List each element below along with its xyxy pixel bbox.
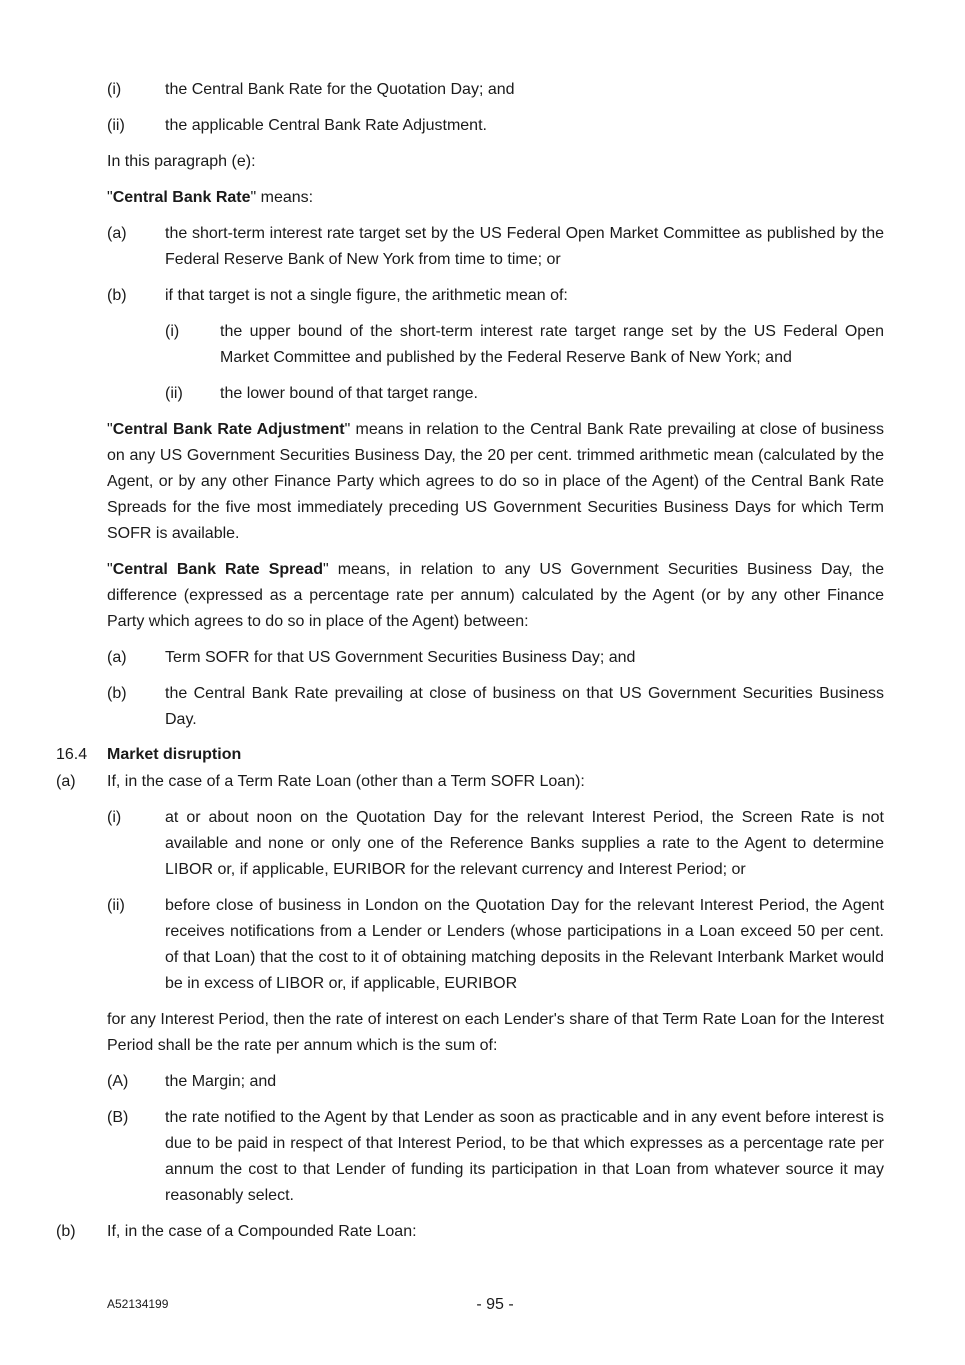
list-label: (B) xyxy=(107,1109,129,1126)
list-label: (A) xyxy=(107,1073,129,1090)
defined-term: Central Bank Rate Adjustment xyxy=(112,421,345,438)
list-item-text: the Central Bank Rate for the Quotation Day; and xyxy=(165,81,515,98)
list-label: (ii) xyxy=(107,897,125,914)
list-item-text: at or about noon on the Quotation Day for the relevant Interest Period, the Screen Rate is not available and none or only one of the Reference Banks supplies a rate to the Agent to determine LIBOR or, if applicable, EURIBOR for the relevant currency and Interest Period; or xyxy=(165,809,884,878)
continuation-paragraph: for any Interest Period, then the rate of interest on each Lender's share of that Term Rate Loan for the Interest Period shall be the rate per annum which is the sum of: xyxy=(107,1011,884,1054)
defined-term: Central Bank Rate xyxy=(112,189,251,206)
list-item-text: if that target is not a single figure, the arithmetic mean of: xyxy=(165,287,568,304)
list-label: (i) xyxy=(107,81,122,98)
definition-central-bank-rate-spread: "Central Bank Rate Spread" means, in relation to any US Government Securities Business Day, the difference (expressed as a percentage rate per annum) calculated by the Agent (or by any other Finance Party which agrees to do so in place of the Agent) between: xyxy=(107,561,884,630)
clause-label: (a) xyxy=(56,773,76,790)
sublist-label: (i) xyxy=(165,323,180,340)
sublist-item-text: the upper bound of the short-term interest rate target range set by the US Federal Open Market Committee and published by the Federal Reserve Bank of New York; and xyxy=(220,323,884,366)
list-label: (i) xyxy=(107,809,122,826)
clause-label: (b) xyxy=(56,1223,76,1240)
list-item-text: the rate notified to the Agent by that Lender as soon as practicable and in any event before interest is due to be paid in respect of that Interest Period, to be that which expresses as a percentage rate per annum the cost to that Lender of funding its participation in that Loan from whatever source it may reasonably select. xyxy=(165,1109,884,1204)
clause-text: If, in the case of a Compounded Rate Loan: xyxy=(107,1223,417,1240)
definition-central-bank-rate-adjustment: "Central Bank Rate Adjustment" means in relation to the Central Bank Rate prevailing at close of business on any US Government Securities Business Day, the 20 per cent. trimmed arithmetic mean (calculated by the Agent, or by any other Finance Party which agrees to do so in place of the Agent) of the Central Bank Rate Spreads for the five most immediately preceding US Government Securities Business Days for which Term SOFR is available. xyxy=(107,421,885,542)
definition-central-bank-rate: "Central Bank Rate" means: xyxy=(107,189,314,206)
list-label: (b) xyxy=(107,685,127,702)
list-item-text: the applicable Central Bank Rate Adjustment. xyxy=(165,117,487,134)
list-label: (a) xyxy=(107,225,127,242)
sublist-label: (ii) xyxy=(165,385,183,402)
section-heading: Market disruption xyxy=(107,746,242,763)
paragraph-intro: In this paragraph (e): xyxy=(107,153,256,170)
list-item-text: before close of business in London on the Quotation Day for the relevant Interest Period, the Agent receives notifications from a Lender or Lenders (whose participations in a Loan exceed 50 per cent. of that Loan) that the cost to it of obtaining matching deposits in the Relevant Interbank Market would be in excess of LIBOR or, if applicable, EURIBOR xyxy=(165,897,884,992)
document-id: A52134199 xyxy=(107,1297,169,1311)
section-number: 16.4 xyxy=(56,746,88,763)
list-label: (a) xyxy=(107,649,127,666)
list-label: (b) xyxy=(107,287,127,304)
list-label: (ii) xyxy=(107,117,125,134)
list-item-text: the short-term interest rate target set by the US Federal Open Market Committee as published by the Federal Reserve Bank of New York from time to time; or xyxy=(165,225,884,268)
defined-term: Central Bank Rate Spread xyxy=(112,561,323,578)
list-item-text: Term SOFR for that US Government Securities Business Day; and xyxy=(165,649,636,666)
page-number: - 95 - xyxy=(476,1296,514,1313)
clause-text: If, in the case of a Term Rate Loan (other than a Term SOFR Loan): xyxy=(107,773,585,790)
list-item-text: the Margin; and xyxy=(165,1073,277,1090)
sublist-item-text: the lower bound of that target range. xyxy=(220,385,478,402)
list-item-text: the Central Bank Rate prevailing at close of business on that US Government Securities Business Day. xyxy=(165,685,884,728)
